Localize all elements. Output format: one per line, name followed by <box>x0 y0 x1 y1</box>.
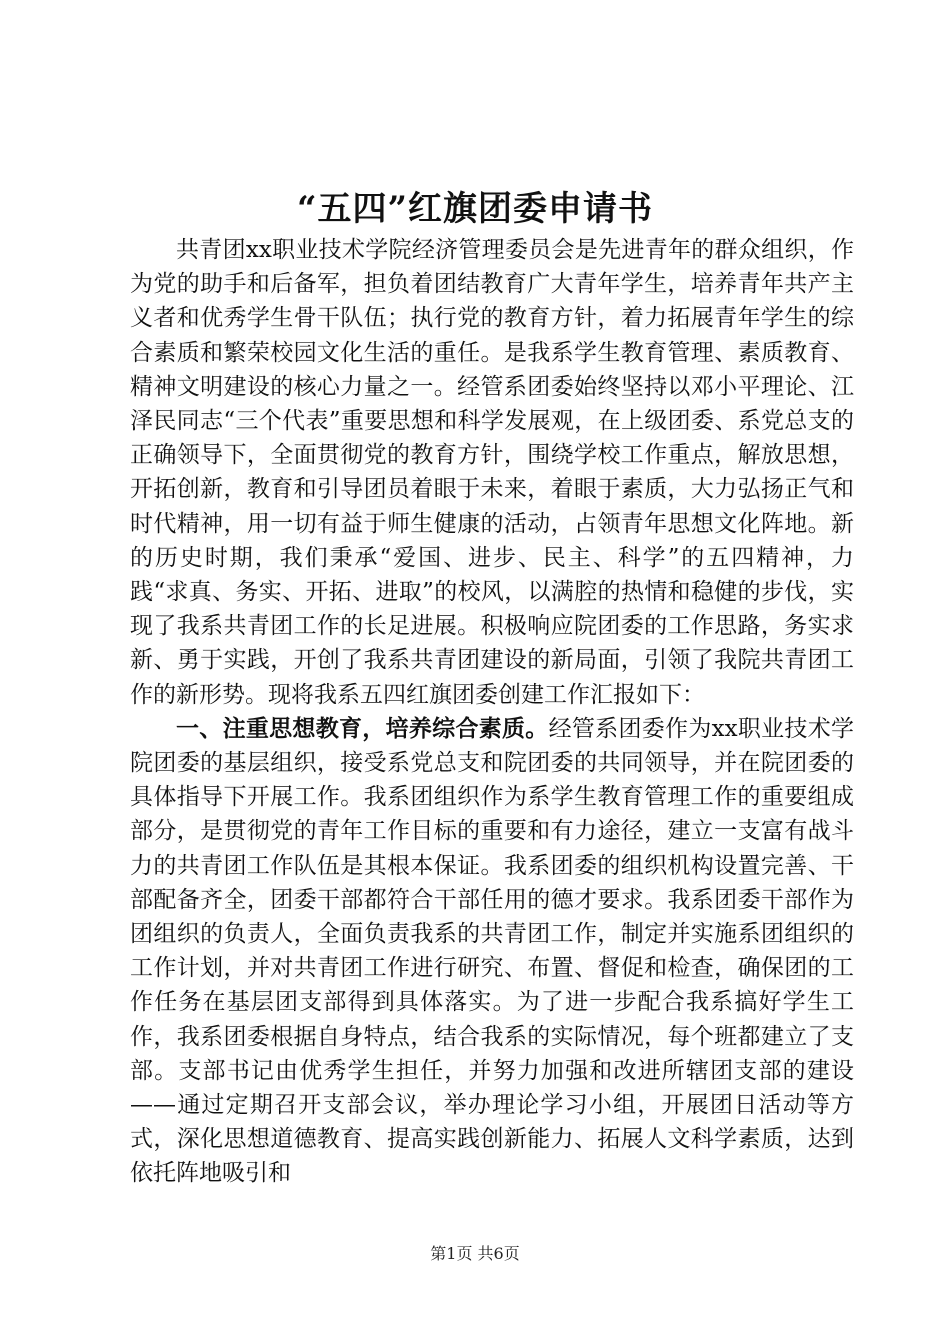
page-number-footer: 第1页 共6页 <box>430 1244 520 1263</box>
document-body <box>130 233 854 1191</box>
document-title: “五四”红旗团委申请书 <box>296 189 654 229</box>
section-one-text: 经管系团委作为xx职业技术学院团委的基层组织，接受系党总支和院团委的共同领导，并在院团委的具体指导下开展工作。我系团组织作为系学生教育管理工作的重要组成部分，是贯彻党的青年工作目标的重要和有力途径，建立一支富有战斗力的共青团工作队伍是其根本保证。我系团委的组织机构设置完善、干部配备齐全，团委干部都符合干部任用的德才要求。我系团委干部作为团组织的负责人，全面负责我系的共青团工作，制定并实施系团组织的工作计划，并对共青团工作进行研究、布置、督促和检查，确保团的工作任务在基层团支部得到具体落实。为了进一步配合我系搞好学生工作，我系团委根据自身特点，结合我系的实际情况，每个班都建立了支部。支部书记由优秀学生担任，并努力加强和改进所辖团支部的建设——通过定期召开支部会议，举办理论学习小组，开展团日活动等方式，深化思想道德教育、提高实践创新能力、拓展人文科学素质，达到依托阵地吸引和 <box>130 715 855 1187</box>
section-one-heading: 一、注重思想教育，培养综合素质。 <box>176 714 549 742</box>
intro-paragraph: 共青团xx职业技术学院经济管理委员会是先进青年的群众组织，作为党的助手和后备军，担负着团结教育广大青年学生，培养青年共产主义者和优秀学生骨干队伍；执行党的教育方针，着力拓展青年学生的综合素质和繁荣校园文化生活的重任。是我系学生教育管理、素质教育、精神文明建设的核心力量之一。经管系团委始终坚持以邓小平理论、江泽民同志“三个代表”重要思想和科学发展观，在上级团委、系党总支的正确领导下，全面贯彻党的教育方针，围绕学校工作重点，解放思想，开拓创新，教育和引导团员着眼于未来，着眼于素质，大力弘扬正气和时代精神，用一切有益于师生健康的活动，占领青年思想文化阵地。新的历史时期，我们秉承“爱国、进步、民主、科学”的五四精神，力践“求真、务实、开拓、进取”的校风，以满腔的热情和稳健的步伐，实现了我系共青团工作的长足进展。积极响应院团委的工作思路，务实求新、勇于实践，开创了我系共青团建设的新局面，引领了我院共青团工作的新形势。现将我系五四红旗团委创建工作汇报如下： <box>130 237 854 708</box>
section-one-paragraph <box>130 712 854 1191</box>
